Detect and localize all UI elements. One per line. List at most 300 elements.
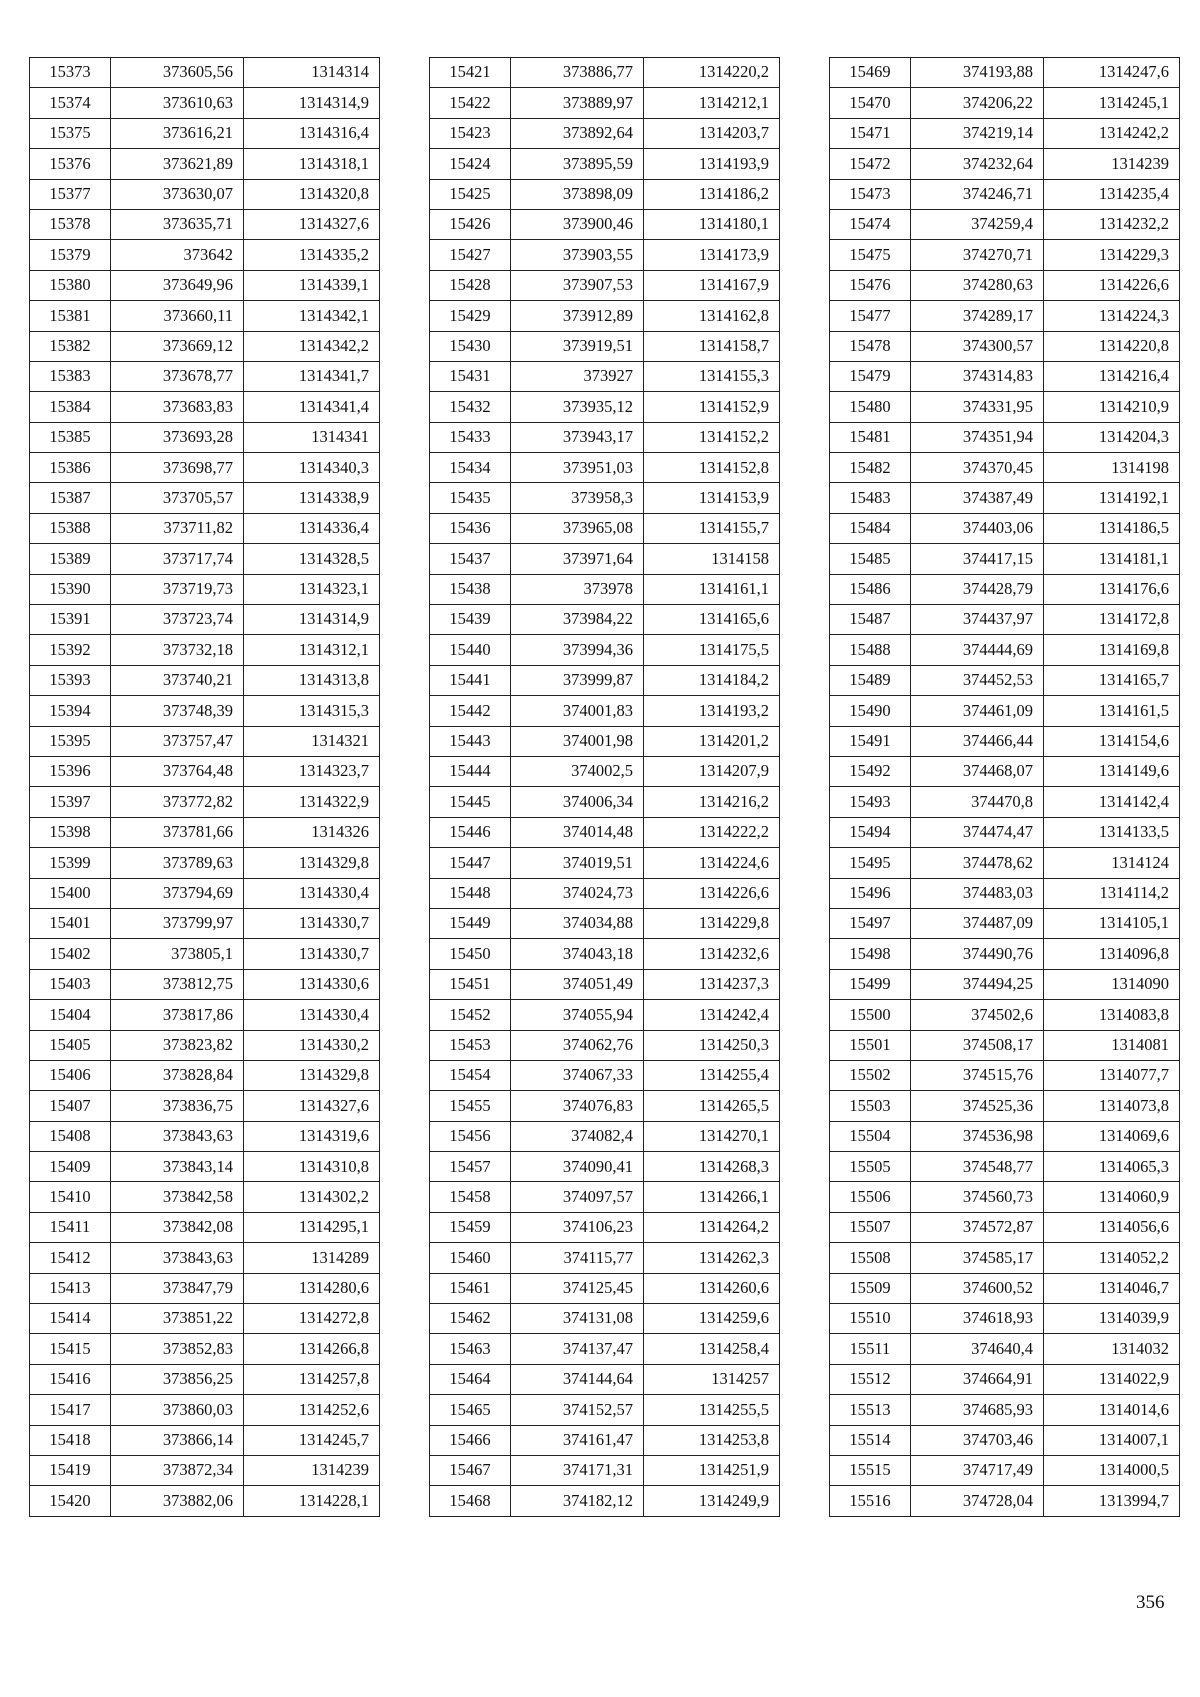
y-coordinate-cell: 1314338,9 — [244, 483, 380, 513]
table-row — [830, 1000, 1180, 1030]
point-number-cell: 15503 — [830, 1091, 911, 1121]
y-coordinate-cell: 1314295,1 — [244, 1212, 380, 1242]
x-coordinate-cell: 374106,23 — [511, 1212, 644, 1242]
point-number-cell: 15508 — [830, 1243, 911, 1273]
table-row — [830, 422, 1180, 452]
y-coordinate-cell: 1314320,8 — [244, 179, 380, 209]
table-row — [30, 939, 380, 969]
x-coordinate-cell: 374461,09 — [911, 696, 1044, 726]
point-number-cell: 15456 — [430, 1121, 511, 1151]
x-coordinate-cell: 373630,07 — [111, 179, 244, 209]
point-number-cell: 15432 — [430, 392, 511, 422]
y-coordinate-cell: 1314192,1 — [1044, 483, 1180, 513]
table-row — [430, 301, 780, 331]
table-row — [830, 1425, 1180, 1455]
x-coordinate-cell: 374664,91 — [911, 1364, 1044, 1394]
table-row — [830, 483, 1180, 513]
y-coordinate-cell: 1314046,7 — [1044, 1273, 1180, 1303]
y-coordinate-cell: 1314323,7 — [244, 756, 380, 786]
table-row — [30, 665, 380, 695]
y-coordinate-cell: 1314161,5 — [1044, 696, 1180, 726]
point-number-cell: 15384 — [30, 392, 111, 422]
y-coordinate-cell: 1314342,1 — [244, 301, 380, 331]
x-coordinate-cell: 374525,36 — [911, 1091, 1044, 1121]
table-row — [830, 1091, 1180, 1121]
point-number-cell: 15420 — [30, 1486, 111, 1516]
table-row — [30, 149, 380, 179]
x-coordinate-cell: 373866,14 — [111, 1425, 244, 1455]
x-coordinate-cell: 374483,03 — [911, 878, 1044, 908]
table-row — [430, 1030, 780, 1060]
x-coordinate-cell: 374206,22 — [911, 88, 1044, 118]
point-number-cell: 15381 — [30, 301, 111, 331]
point-number-cell: 15511 — [830, 1334, 911, 1364]
y-coordinate-cell: 1313994,7 — [1044, 1486, 1180, 1516]
x-coordinate-cell: 374219,14 — [911, 118, 1044, 148]
x-coordinate-cell: 374314,83 — [911, 361, 1044, 391]
point-number-cell: 15458 — [430, 1182, 511, 1212]
y-coordinate-cell: 1314069,6 — [1044, 1121, 1180, 1151]
table-row — [830, 817, 1180, 847]
point-number-cell: 15467 — [430, 1455, 511, 1485]
point-number-cell: 15410 — [30, 1182, 111, 1212]
point-number-cell: 15395 — [30, 726, 111, 756]
x-coordinate-cell: 374055,94 — [511, 1000, 644, 1030]
table-row — [30, 817, 380, 847]
table-row — [30, 1334, 380, 1364]
y-coordinate-cell: 1314158,7 — [644, 331, 780, 361]
x-coordinate-cell: 374728,04 — [911, 1486, 1044, 1516]
x-coordinate-cell: 373740,21 — [111, 665, 244, 695]
table-row — [30, 574, 380, 604]
x-coordinate-cell: 374572,87 — [911, 1212, 1044, 1242]
x-coordinate-cell: 373764,48 — [111, 756, 244, 786]
table-row — [30, 453, 380, 483]
y-coordinate-cell: 1314193,2 — [644, 696, 780, 726]
x-coordinate-cell: 373843,63 — [111, 1121, 244, 1151]
point-number-cell: 15442 — [430, 696, 511, 726]
point-number-cell: 15383 — [30, 361, 111, 391]
y-coordinate-cell: 1314319,6 — [244, 1121, 380, 1151]
point-number-cell: 15425 — [430, 179, 511, 209]
point-number-cell: 15463 — [430, 1334, 511, 1364]
x-coordinate-cell: 374082,4 — [511, 1121, 644, 1151]
y-coordinate-cell: 1314039,9 — [1044, 1304, 1180, 1334]
point-number-cell: 15453 — [430, 1030, 511, 1060]
x-coordinate-cell: 374270,71 — [911, 240, 1044, 270]
x-coordinate-cell: 374351,94 — [911, 422, 1044, 452]
x-coordinate-cell: 374618,93 — [911, 1304, 1044, 1334]
table-row — [30, 331, 380, 361]
table-row — [430, 331, 780, 361]
point-number-cell: 15444 — [430, 756, 511, 786]
point-number-cell: 15440 — [430, 635, 511, 665]
y-coordinate-cell: 1314158 — [644, 544, 780, 574]
point-number-cell: 15505 — [830, 1152, 911, 1182]
x-coordinate-cell: 373660,11 — [111, 301, 244, 331]
y-coordinate-cell: 1314266,8 — [244, 1334, 380, 1364]
table-row — [30, 179, 380, 209]
y-coordinate-cell: 1314242,2 — [1044, 118, 1180, 148]
point-number-cell: 15401 — [30, 908, 111, 938]
y-coordinate-cell: 1314152,8 — [644, 453, 780, 483]
point-number-cell: 15387 — [30, 483, 111, 513]
x-coordinate-cell: 374468,07 — [911, 756, 1044, 786]
x-coordinate-cell: 374640,4 — [911, 1334, 1044, 1364]
point-number-cell: 15486 — [830, 574, 911, 604]
x-coordinate-cell: 373851,22 — [111, 1304, 244, 1334]
y-coordinate-cell: 1314204,3 — [1044, 422, 1180, 452]
point-number-cell: 15483 — [830, 483, 911, 513]
x-coordinate-cell: 373698,77 — [111, 453, 244, 483]
point-number-cell: 15436 — [430, 513, 511, 543]
table-row — [30, 1182, 380, 1212]
table-row — [30, 1091, 380, 1121]
point-number-cell: 15495 — [830, 848, 911, 878]
point-number-cell: 15507 — [830, 1212, 911, 1242]
table-row — [430, 817, 780, 847]
y-coordinate-cell: 1314220,8 — [1044, 331, 1180, 361]
y-coordinate-cell: 1314090 — [1044, 969, 1180, 999]
point-number-cell: 15385 — [30, 422, 111, 452]
point-number-cell: 15509 — [830, 1273, 911, 1303]
point-number-cell: 15450 — [430, 939, 511, 969]
y-coordinate-cell: 1314096,8 — [1044, 939, 1180, 969]
table-row — [430, 179, 780, 209]
point-number-cell: 15485 — [830, 544, 911, 574]
point-number-cell: 15394 — [30, 696, 111, 726]
x-coordinate-cell: 374502,6 — [911, 1000, 1044, 1030]
y-coordinate-cell: 1314245,1 — [1044, 88, 1180, 118]
x-coordinate-cell: 373823,82 — [111, 1030, 244, 1060]
table-row — [430, 908, 780, 938]
y-coordinate-cell: 1314329,8 — [244, 848, 380, 878]
point-number-cell: 15477 — [830, 301, 911, 331]
table-row — [430, 1091, 780, 1121]
y-coordinate-cell: 1314232,2 — [1044, 209, 1180, 239]
point-number-cell: 15515 — [830, 1455, 911, 1485]
point-number-cell: 15407 — [30, 1091, 111, 1121]
page-number: 356 — [1136, 1592, 1165, 1613]
table-row — [30, 1273, 380, 1303]
table-row — [830, 574, 1180, 604]
table-row — [830, 1243, 1180, 1273]
x-coordinate-cell: 374014,48 — [511, 817, 644, 847]
point-number-cell: 15504 — [830, 1121, 911, 1151]
x-coordinate-cell: 374259,4 — [911, 209, 1044, 239]
table-row — [430, 756, 780, 786]
y-coordinate-cell: 1314322,9 — [244, 787, 380, 817]
y-coordinate-cell: 1314280,6 — [244, 1273, 380, 1303]
y-coordinate-cell: 1314315,3 — [244, 696, 380, 726]
y-coordinate-cell: 1314105,1 — [1044, 908, 1180, 938]
table-row — [30, 483, 380, 513]
table-row — [830, 635, 1180, 665]
point-number-cell: 15460 — [430, 1243, 511, 1273]
point-number-cell: 15416 — [30, 1364, 111, 1394]
y-coordinate-cell: 1314173,9 — [644, 240, 780, 270]
table-row — [830, 513, 1180, 543]
y-coordinate-cell: 1314335,2 — [244, 240, 380, 270]
x-coordinate-cell: 374137,47 — [511, 1334, 644, 1364]
point-number-cell: 15474 — [830, 209, 911, 239]
x-coordinate-cell: 373705,57 — [111, 483, 244, 513]
x-coordinate-cell: 374232,64 — [911, 149, 1044, 179]
point-number-cell: 15393 — [30, 665, 111, 695]
point-number-cell: 15424 — [430, 149, 511, 179]
x-coordinate-cell: 373860,03 — [111, 1395, 244, 1425]
x-coordinate-cell: 373958,3 — [511, 483, 644, 513]
y-coordinate-cell: 1314162,8 — [644, 301, 780, 331]
y-coordinate-cell: 1314052,2 — [1044, 1243, 1180, 1273]
x-coordinate-cell: 374370,45 — [911, 453, 1044, 483]
table-row — [30, 88, 380, 118]
point-number-cell: 15500 — [830, 1000, 911, 1030]
x-coordinate-cell: 373951,03 — [511, 453, 644, 483]
point-number-cell: 15430 — [430, 331, 511, 361]
table-row — [830, 1182, 1180, 1212]
y-coordinate-cell: 1314237,3 — [644, 969, 780, 999]
x-coordinate-cell: 374387,49 — [911, 483, 1044, 513]
point-number-cell: 15479 — [830, 361, 911, 391]
table-row — [430, 1000, 780, 1030]
x-coordinate-cell: 374300,57 — [911, 331, 1044, 361]
point-number-cell: 15379 — [30, 240, 111, 270]
point-number-cell: 15482 — [830, 453, 911, 483]
table-row — [430, 88, 780, 118]
y-coordinate-cell: 1314253,8 — [644, 1425, 780, 1455]
table-row — [430, 1152, 780, 1182]
y-coordinate-cell: 1314169,8 — [1044, 635, 1180, 665]
table-row — [830, 1395, 1180, 1425]
x-coordinate-cell: 374161,47 — [511, 1425, 644, 1455]
table-row — [430, 878, 780, 908]
x-coordinate-cell: 373842,58 — [111, 1182, 244, 1212]
table-row — [430, 1455, 780, 1485]
x-coordinate-cell: 373678,77 — [111, 361, 244, 391]
y-coordinate-cell: 1314257,8 — [244, 1364, 380, 1394]
x-coordinate-cell: 374560,73 — [911, 1182, 1044, 1212]
y-coordinate-cell: 1314330,4 — [244, 1000, 380, 1030]
table-row — [430, 270, 780, 300]
y-coordinate-cell: 1314172,8 — [1044, 605, 1180, 635]
point-number-cell: 15386 — [30, 453, 111, 483]
table-row — [430, 544, 780, 574]
y-coordinate-cell: 1314224,3 — [1044, 301, 1180, 331]
x-coordinate-cell: 373683,83 — [111, 392, 244, 422]
table-row — [830, 392, 1180, 422]
x-coordinate-cell: 373984,22 — [511, 605, 644, 635]
x-coordinate-cell: 374001,98 — [511, 726, 644, 756]
table-row — [30, 878, 380, 908]
table-row — [430, 1182, 780, 1212]
x-coordinate-cell: 373971,64 — [511, 544, 644, 574]
point-number-cell: 15402 — [30, 939, 111, 969]
point-number-cell: 15497 — [830, 908, 911, 938]
y-coordinate-cell: 1314124 — [1044, 848, 1180, 878]
table-row — [30, 635, 380, 665]
point-number-cell: 15431 — [430, 361, 511, 391]
table-row — [830, 756, 1180, 786]
table-row — [830, 1030, 1180, 1060]
y-coordinate-cell: 1314251,9 — [644, 1455, 780, 1485]
table-row — [830, 544, 1180, 574]
point-number-cell: 15494 — [830, 817, 911, 847]
table-row — [430, 605, 780, 635]
x-coordinate-cell: 373717,74 — [111, 544, 244, 574]
point-number-cell: 15437 — [430, 544, 511, 574]
point-number-cell: 15464 — [430, 1364, 511, 1394]
table-row — [30, 696, 380, 726]
x-coordinate-cell: 374685,93 — [911, 1395, 1044, 1425]
x-coordinate-cell: 373642 — [111, 240, 244, 270]
y-coordinate-cell: 1314083,8 — [1044, 1000, 1180, 1030]
y-coordinate-cell: 1314314 — [244, 58, 380, 88]
table-row — [30, 787, 380, 817]
x-coordinate-cell: 374452,53 — [911, 665, 1044, 695]
table-row — [830, 179, 1180, 209]
x-coordinate-cell: 374536,98 — [911, 1121, 1044, 1151]
x-coordinate-cell: 374444,69 — [911, 635, 1044, 665]
y-coordinate-cell: 1314330,7 — [244, 908, 380, 938]
y-coordinate-cell: 1314228,1 — [244, 1486, 380, 1516]
x-coordinate-cell: 374600,52 — [911, 1273, 1044, 1303]
table-row — [830, 848, 1180, 878]
y-coordinate-cell: 1314073,8 — [1044, 1091, 1180, 1121]
x-coordinate-cell: 374067,33 — [511, 1060, 644, 1090]
x-coordinate-cell: 373669,12 — [111, 331, 244, 361]
y-coordinate-cell: 1314060,9 — [1044, 1182, 1180, 1212]
point-number-cell: 15451 — [430, 969, 511, 999]
point-number-cell: 15439 — [430, 605, 511, 635]
y-coordinate-cell: 1314155,3 — [644, 361, 780, 391]
x-coordinate-cell: 373965,08 — [511, 513, 644, 543]
table-row — [30, 422, 380, 452]
x-coordinate-cell: 373907,53 — [511, 270, 644, 300]
point-number-cell: 15434 — [430, 453, 511, 483]
table-row — [430, 422, 780, 452]
point-number-cell: 15403 — [30, 969, 111, 999]
table-row — [30, 270, 380, 300]
table-row — [830, 361, 1180, 391]
point-number-cell: 15423 — [430, 118, 511, 148]
point-number-cell: 15397 — [30, 787, 111, 817]
point-number-cell: 15484 — [830, 513, 911, 543]
table-row — [830, 270, 1180, 300]
x-coordinate-cell: 373649,96 — [111, 270, 244, 300]
point-number-cell: 15466 — [430, 1425, 511, 1455]
table-row — [30, 58, 380, 88]
x-coordinate-cell: 374002,5 — [511, 756, 644, 786]
table-row — [30, 1304, 380, 1334]
table-row — [430, 483, 780, 513]
x-coordinate-cell: 373817,86 — [111, 1000, 244, 1030]
table-row — [30, 1000, 380, 1030]
table-row — [430, 1121, 780, 1151]
y-coordinate-cell: 1314330,4 — [244, 878, 380, 908]
x-coordinate-cell: 374076,83 — [511, 1091, 644, 1121]
x-coordinate-cell: 373616,21 — [111, 118, 244, 148]
x-coordinate-cell: 374437,97 — [911, 605, 1044, 635]
table-row — [830, 1486, 1180, 1516]
x-coordinate-cell: 373856,25 — [111, 1364, 244, 1394]
point-number-cell: 15445 — [430, 787, 511, 817]
point-number-cell: 15468 — [430, 1486, 511, 1516]
x-coordinate-cell: 373605,56 — [111, 58, 244, 88]
point-number-cell: 15443 — [430, 726, 511, 756]
x-coordinate-cell: 374478,62 — [911, 848, 1044, 878]
point-number-cell: 15414 — [30, 1304, 111, 1334]
coordinate-table-3 — [829, 57, 1180, 1517]
y-coordinate-cell: 1314201,2 — [644, 726, 780, 756]
point-number-cell: 15449 — [430, 908, 511, 938]
y-coordinate-cell: 1314212,1 — [644, 88, 780, 118]
x-coordinate-cell: 373978 — [511, 574, 644, 604]
table-row — [830, 1212, 1180, 1242]
point-number-cell: 15516 — [830, 1486, 911, 1516]
point-number-cell: 15465 — [430, 1395, 511, 1425]
y-coordinate-cell: 1314165,6 — [644, 605, 780, 635]
y-coordinate-cell: 1314155,7 — [644, 513, 780, 543]
x-coordinate-cell: 374466,44 — [911, 726, 1044, 756]
table-row — [430, 1395, 780, 1425]
point-number-cell: 15376 — [30, 149, 111, 179]
x-coordinate-cell: 374034,88 — [511, 908, 644, 938]
table-row — [30, 969, 380, 999]
point-number-cell: 15512 — [830, 1364, 911, 1394]
point-number-cell: 15421 — [430, 58, 511, 88]
point-number-cell: 15377 — [30, 179, 111, 209]
point-number-cell: 15422 — [430, 88, 511, 118]
table-row — [830, 301, 1180, 331]
table-row — [430, 939, 780, 969]
y-coordinate-cell: 1314255,4 — [644, 1060, 780, 1090]
y-coordinate-cell: 1314193,9 — [644, 149, 780, 179]
point-number-cell: 15455 — [430, 1091, 511, 1121]
y-coordinate-cell: 1314226,6 — [1044, 270, 1180, 300]
y-coordinate-cell: 1314229,3 — [1044, 240, 1180, 270]
point-number-cell: 15375 — [30, 118, 111, 148]
point-number-cell: 15390 — [30, 574, 111, 604]
table-row — [430, 1334, 780, 1364]
table-row — [430, 574, 780, 604]
x-coordinate-cell: 374043,18 — [511, 939, 644, 969]
point-number-cell: 15391 — [30, 605, 111, 635]
point-number-cell: 15459 — [430, 1212, 511, 1242]
table-row — [30, 1121, 380, 1151]
x-coordinate-cell: 373805,1 — [111, 939, 244, 969]
y-coordinate-cell: 1314258,4 — [644, 1334, 780, 1364]
x-coordinate-cell: 373610,63 — [111, 88, 244, 118]
point-number-cell: 15499 — [830, 969, 911, 999]
table-row — [30, 1486, 380, 1516]
point-number-cell: 15493 — [830, 787, 911, 817]
point-number-cell: 15400 — [30, 878, 111, 908]
table-row — [830, 908, 1180, 938]
y-coordinate-cell: 1314327,6 — [244, 1091, 380, 1121]
table-row — [430, 392, 780, 422]
point-number-cell: 15426 — [430, 209, 511, 239]
point-number-cell: 15454 — [430, 1060, 511, 1090]
x-coordinate-cell: 373882,06 — [111, 1486, 244, 1516]
table-row — [430, 118, 780, 148]
x-coordinate-cell: 373999,87 — [511, 665, 644, 695]
table-row — [30, 544, 380, 574]
point-number-cell: 15389 — [30, 544, 111, 574]
point-number-cell: 15448 — [430, 878, 511, 908]
point-number-cell: 15502 — [830, 1060, 911, 1090]
point-number-cell: 15418 — [30, 1425, 111, 1455]
